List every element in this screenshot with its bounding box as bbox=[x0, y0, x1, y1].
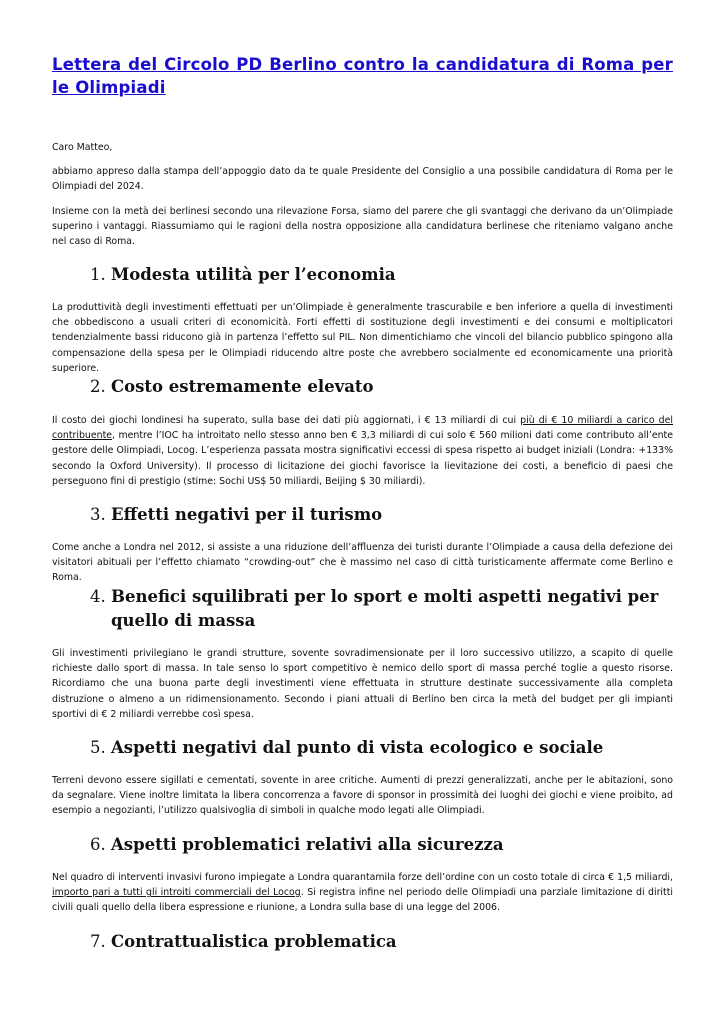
section-title: Effetti negativi per il turismo bbox=[111, 505, 383, 524]
section-heading-2 bbox=[90, 375, 673, 399]
section-number: 4. bbox=[90, 587, 106, 606]
section-title: Aspetti negativi dal punto di vista ecologico e sociale bbox=[111, 738, 604, 757]
intro-paragraph-2: Insieme con la metà dei berlinesi secondo una rilevazione Forsa, siamo del parere che gli svantaggi che derivano da un’Olimpiade superino i vantaggi. Riassumiamo qui le ragioni della nostra opposizione alla candidatura berlinese che riteniamo valgano anche nel caso di Roma. bbox=[52, 206, 673, 248]
section-number: 1. bbox=[90, 265, 106, 284]
section-body-text: Nel quadro di interventi invasivi furono impiegate a Londra quarantamila forze dell’ordine con un costo totale di circa € 1,5 miliardi, bbox=[52, 872, 673, 883]
salutation: Caro Matteo, bbox=[52, 142, 113, 153]
contribuente-link[interactable]: più di € 10 miliardi a carico del contribuente bbox=[52, 415, 673, 442]
section-body-3: Come anche a Londra nel 2012, si assiste a una riduzione dell’affluenza dei turisti durante l’Olimpiade a causa della defezione dei visitatori abituali per l’effetto chiamato “crowding-out” che è massimo nel caso di città turisticamente affermate come Berlino e Roma. bbox=[52, 542, 673, 584]
section-title: Costo estremamente elevato bbox=[111, 377, 374, 396]
section-body-text: . Si registra infine nel periodo delle Olimpiadi una parziale limitazione di diritti civili quali quello della libera espressione e riunione, a Londra sulla base di una legge del 2006. bbox=[52, 887, 673, 914]
section-heading-5 bbox=[90, 736, 673, 760]
section-number: 5. bbox=[90, 738, 106, 757]
section-heading-1 bbox=[90, 263, 673, 287]
section-body-6 bbox=[52, 870, 673, 916]
section-title: Benefici squilibrati per lo sport e molti aspetti negativi per quello di massa bbox=[111, 587, 659, 630]
section-title: Contrattualistica problematica bbox=[111, 932, 397, 951]
section-heading-4 bbox=[90, 585, 673, 633]
section-body-5: Terreni devono essere sigillati e cementati, sovente in aree critiche. Aumenti di prezzi generalizzati, anche per le abitazioni, sono da segnalare. Viene inoltre limitata la libera concorrenza a favore di sponsor in prossimità dei luoghi dei giochi e viene proibito, ad esempio a negozianti, l’utilizzo qualsivoglia di simboli in qualche modo legati alle Olimpiadi. bbox=[52, 775, 673, 817]
section-number: 3. bbox=[90, 505, 106, 524]
section-title: Aspetti problematici relativi alla sicurezza bbox=[111, 835, 504, 854]
article-title-link[interactable]: Lettera del Circolo PD Berlino contro la candidatura di Roma per le Olimpiadi bbox=[52, 55, 673, 97]
section-title: Modesta utilità per l’economia bbox=[111, 265, 396, 284]
section-body-text: Il costo dei giochi londinesi ha superato, sulla base dei dati più aggiornati, i € 13 miliardi di cui bbox=[52, 415, 521, 426]
section-body-2 bbox=[52, 413, 673, 489]
section-body-4: Gli investimenti privilegiano le grandi strutture, sovente sovradimensionate per il loro successivo utilizzo, a scapito di quelle richieste dallo sport di massa. In tale senso lo sport competitivo è nemico dello sport di massa perché toglie a questo risorse. Ricordiamo che una buona parte degli investimenti viene effettuata in strutture destinate successivamente alla completa distruzione o almeno a un ridimensionamento. Secondo i piani attuali di Berlino ben circa la metà del budget per gli impianti sportivi di € 2 miliardi verrebbe così spesa. bbox=[52, 648, 673, 720]
section-heading-3 bbox=[90, 503, 673, 527]
section-body-1: La produttività degli investimenti effettuati per un’Olimpiade è generalmente trascurabile e ben inferiore a quella di investimenti che obbediscono a usuali criteri di economicità. Forti effetti di sostituzione degli investimenti e dei consumi e moltiplicatori tendenzialmente bassi riducono già in partenza l’effetto sul PIL. Non dimentichiamo che vincoli del bilancio pubblico spingono alla compensazione della spesa per le Olimpiadi riducendo altre poste che avrebbero socialmente ed economicamente una priorità superiore. bbox=[52, 302, 673, 374]
locog-link[interactable]: importo pari a tutti gli introiti commerciali del Locog bbox=[52, 887, 301, 899]
section-heading-6 bbox=[90, 833, 673, 857]
section-number: 2. bbox=[90, 377, 106, 396]
section-body-text: , mentre l’IOC ha introitato nello stesso anno ben € 3,3 miliardi di cui solo € 560 milioni dati come contributo all’ente gestore delle Olimpiadi, Locog. L’esperienza passata mostra significativi eccessi di spesa rispetto ai budget iniziali (Londra: +133% secondo la Oxford University). Il processo di licitazione dei giochi favorisce la lievitazione dei costi, a beneficio di paesi che perseguono fini di prestigio (stime: Sochi US$ 50 miliardi, Beijing $ 30 miliardi). bbox=[52, 430, 673, 487]
section-number: 7. bbox=[90, 932, 106, 951]
section-heading-7 bbox=[90, 930, 673, 954]
section-number: 6. bbox=[90, 835, 106, 854]
intro-paragraph-1: abbiamo appreso dalla stampa dell’appoggio dato da te quale Presidente del Consiglio a una possibile candidatura di Roma per le Olimpiadi del 2024. bbox=[52, 166, 673, 193]
